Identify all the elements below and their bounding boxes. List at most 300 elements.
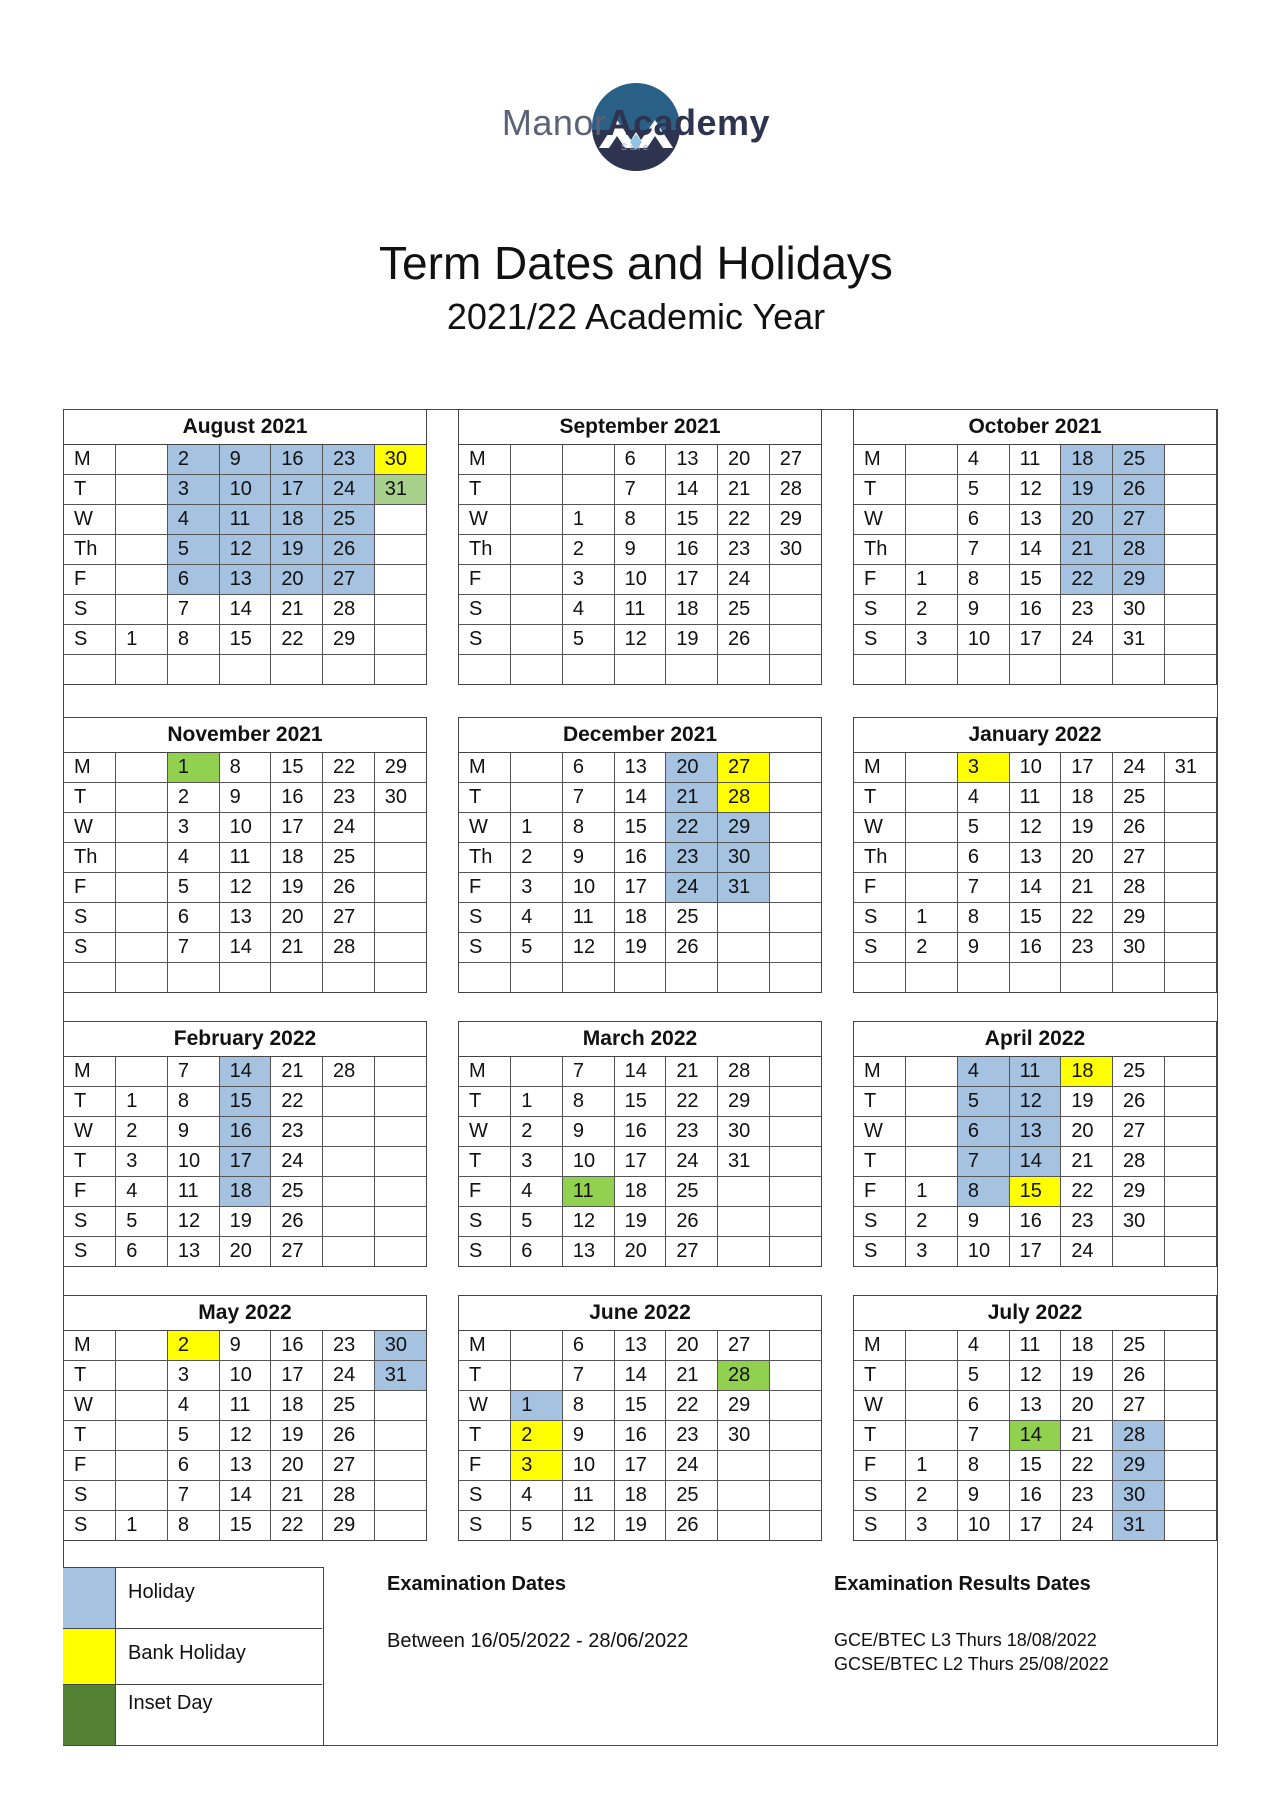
date-cell: 12 (167, 1207, 219, 1237)
date-cell: 23 (323, 1331, 375, 1361)
date-cell: 30 (374, 783, 426, 813)
date-cell: 18 (614, 1481, 666, 1511)
week-row (459, 783, 821, 813)
day-label: S (459, 595, 511, 625)
date-cell: 12 (1009, 475, 1061, 505)
date-cell: 3 (167, 813, 219, 843)
month-july-2022 (853, 1295, 1217, 1541)
day-label: M (854, 753, 906, 783)
date-cell (769, 1237, 821, 1267)
date-cell: 8 (167, 1087, 219, 1117)
day-label: W (854, 505, 906, 535)
date-cell: 7 (167, 933, 219, 963)
date-cell: 11 (1009, 445, 1061, 475)
date-cell: 15 (1009, 1451, 1061, 1481)
date-cell: 11 (614, 595, 666, 625)
logo-subtext: Sale (620, 142, 651, 152)
date-cell: 31 (1113, 1511, 1165, 1541)
date-cell (1164, 963, 1216, 992)
date-cell: 27 (718, 1331, 770, 1361)
date-cell: 3 (906, 625, 958, 655)
date-cell: 30 (718, 843, 770, 873)
date-cell: 11 (1009, 783, 1061, 813)
date-cell: 30 (718, 1421, 770, 1451)
day-label (854, 655, 906, 684)
week-row (459, 535, 821, 565)
date-cell: 23 (271, 1117, 323, 1147)
week-row (64, 1421, 426, 1451)
day-label: F (459, 1451, 511, 1481)
week-row (459, 1391, 821, 1421)
date-cell: 29 (769, 505, 821, 535)
date-cell: 19 (1061, 475, 1113, 505)
date-cell (1164, 1237, 1216, 1267)
date-cell: 7 (957, 873, 1009, 903)
date-cell: 25 (271, 1177, 323, 1207)
date-cell: 15 (1009, 903, 1061, 933)
date-cell (1164, 1087, 1216, 1117)
date-cell (374, 535, 426, 565)
date-cell: 2 (511, 1117, 563, 1147)
date-cell: 17 (614, 1451, 666, 1481)
date-cell (718, 903, 770, 933)
month-august-2021 (63, 409, 427, 685)
date-cell: 22 (271, 1087, 323, 1117)
day-label: M (64, 1331, 116, 1361)
date-cell: 10 (562, 1147, 614, 1177)
date-cell (323, 1147, 375, 1177)
date-cell: 15 (219, 1087, 271, 1117)
month-table (459, 1331, 821, 1540)
week-row (64, 1177, 426, 1207)
date-cell: 4 (511, 903, 563, 933)
date-cell (374, 873, 426, 903)
date-cell: 13 (1009, 843, 1061, 873)
day-label: T (854, 1421, 906, 1451)
day-label: M (459, 753, 511, 783)
date-cell: 28 (718, 783, 770, 813)
week-row (64, 1237, 426, 1267)
week-row (64, 1117, 426, 1147)
day-label: F (64, 873, 116, 903)
date-cell: 25 (666, 1481, 718, 1511)
date-cell: 11 (219, 843, 271, 873)
date-cell: 25 (323, 843, 375, 873)
date-cell: 31 (374, 1361, 426, 1391)
date-cell: 21 (271, 1057, 323, 1087)
results-line-l3: GCE/BTEC L3 Thurs 18/08/2022 (834, 1630, 1097, 1650)
week-row (459, 565, 821, 595)
day-label: S (459, 903, 511, 933)
date-cell (666, 963, 718, 992)
date-cell: 10 (219, 1361, 271, 1391)
date-cell: 27 (666, 1237, 718, 1267)
date-cell: 30 (374, 1331, 426, 1361)
date-cell (906, 1391, 958, 1421)
date-cell (1061, 963, 1113, 992)
date-cell (718, 963, 770, 992)
date-cell: 6 (957, 1391, 1009, 1421)
week-row (64, 783, 426, 813)
date-cell: 2 (906, 595, 958, 625)
date-cell (562, 655, 614, 684)
week-row (64, 445, 426, 475)
day-label: S (459, 1237, 511, 1267)
day-label: S (64, 1481, 116, 1511)
date-cell (906, 445, 958, 475)
day-label: M (459, 1331, 511, 1361)
date-cell: 16 (1009, 595, 1061, 625)
day-label: T (854, 783, 906, 813)
date-cell (374, 1177, 426, 1207)
day-label: W (459, 505, 511, 535)
date-cell: 2 (167, 1331, 219, 1361)
date-cell: 9 (957, 1481, 1009, 1511)
date-cell (374, 565, 426, 595)
date-cell (374, 655, 426, 684)
date-cell: 26 (1113, 1087, 1165, 1117)
date-cell: 15 (1009, 1177, 1061, 1207)
date-cell: 3 (511, 1451, 563, 1481)
date-cell: 7 (167, 1481, 219, 1511)
date-cell (906, 813, 958, 843)
week-row (459, 475, 821, 505)
date-cell (116, 843, 168, 873)
date-cell (116, 475, 168, 505)
date-cell: 4 (957, 445, 1009, 475)
date-cell (1164, 1421, 1216, 1451)
date-cell: 20 (718, 445, 770, 475)
day-label: Th (459, 535, 511, 565)
day-label: Th (854, 843, 906, 873)
date-cell: 19 (614, 1511, 666, 1541)
date-cell (116, 535, 168, 565)
week-row (64, 1147, 426, 1177)
month-title: November 2021 (64, 718, 426, 753)
date-cell: 30 (374, 445, 426, 475)
week-row (64, 1481, 426, 1511)
week-row (64, 1391, 426, 1421)
date-cell: 24 (271, 1147, 323, 1177)
week-row (854, 1361, 1216, 1391)
week-row (854, 1481, 1216, 1511)
week-row (64, 963, 426, 992)
date-cell: 3 (116, 1147, 168, 1177)
month-june-2022 (458, 1295, 822, 1541)
day-label: Th (64, 535, 116, 565)
date-cell: 4 (511, 1481, 563, 1511)
date-cell (906, 655, 958, 684)
date-cell: 6 (511, 1237, 563, 1267)
date-cell: 24 (718, 565, 770, 595)
date-cell: 9 (219, 445, 271, 475)
day-label: M (64, 445, 116, 475)
month-title: August 2021 (64, 410, 426, 445)
week-row (854, 783, 1216, 813)
date-cell: 10 (219, 475, 271, 505)
date-cell (1164, 903, 1216, 933)
day-label (64, 963, 116, 992)
date-cell: 9 (219, 783, 271, 813)
day-label: T (459, 1147, 511, 1177)
date-cell: 1 (906, 1451, 958, 1481)
date-cell: 8 (957, 903, 1009, 933)
date-cell: 18 (1061, 1057, 1113, 1087)
date-cell: 4 (957, 1057, 1009, 1087)
date-cell: 8 (562, 813, 614, 843)
date-cell: 13 (1009, 505, 1061, 535)
date-cell (116, 903, 168, 933)
month-title: May 2022 (64, 1296, 426, 1331)
date-cell (906, 1057, 958, 1087)
date-cell: 5 (957, 475, 1009, 505)
day-label: S (64, 1511, 116, 1541)
date-cell: 5 (562, 625, 614, 655)
day-label: S (64, 625, 116, 655)
day-label: Th (64, 843, 116, 873)
date-cell: 8 (562, 1391, 614, 1421)
date-cell: 17 (1061, 753, 1113, 783)
date-cell: 13 (1009, 1391, 1061, 1421)
date-cell (167, 655, 219, 684)
day-label: M (854, 1057, 906, 1087)
month-title: March 2022 (459, 1022, 821, 1057)
day-label: S (459, 625, 511, 655)
date-cell: 9 (219, 1331, 271, 1361)
week-row (64, 625, 426, 655)
date-cell (1009, 655, 1061, 684)
week-row (854, 1147, 1216, 1177)
date-cell (374, 1511, 426, 1541)
month-april-2022 (853, 1021, 1217, 1267)
date-cell (1113, 1237, 1165, 1267)
month-title: February 2022 (64, 1022, 426, 1057)
date-cell: 22 (1061, 1177, 1113, 1207)
legend-label-inset-day: Inset Day (115, 1685, 322, 1745)
date-cell (769, 753, 821, 783)
day-label: T (64, 1421, 116, 1451)
date-cell: 4 (167, 1391, 219, 1421)
date-cell: 25 (1113, 783, 1165, 813)
date-cell (116, 873, 168, 903)
date-cell (374, 843, 426, 873)
day-label: F (854, 1177, 906, 1207)
date-cell: 7 (614, 475, 666, 505)
date-cell: 27 (323, 1451, 375, 1481)
date-cell (374, 903, 426, 933)
date-cell: 17 (271, 1361, 323, 1391)
date-cell: 5 (511, 933, 563, 963)
date-cell (116, 1331, 168, 1361)
date-cell: 28 (718, 1057, 770, 1087)
date-cell: 28 (323, 595, 375, 625)
date-cell: 20 (614, 1237, 666, 1267)
date-cell: 14 (1009, 1147, 1061, 1177)
date-cell: 22 (1061, 565, 1113, 595)
week-row (64, 655, 426, 684)
date-cell (374, 1481, 426, 1511)
week-row (854, 1207, 1216, 1237)
day-label: S (854, 595, 906, 625)
date-cell: 19 (666, 625, 718, 655)
date-cell (323, 1117, 375, 1147)
date-cell: 30 (769, 535, 821, 565)
date-cell (511, 1057, 563, 1087)
date-cell: 8 (957, 565, 1009, 595)
exam-dates-range: Between 16/05/2022 - 28/06/2022 (387, 1630, 689, 1652)
week-row (854, 1451, 1216, 1481)
week-row (459, 1057, 821, 1087)
legend-label-holiday: Holiday (115, 1568, 322, 1628)
week-row (459, 1361, 821, 1391)
date-cell (1164, 1207, 1216, 1237)
week-row (64, 1087, 426, 1117)
date-cell (769, 1481, 821, 1511)
week-row (64, 1331, 426, 1361)
date-cell (957, 655, 1009, 684)
date-cell: 20 (271, 1451, 323, 1481)
day-label: Th (459, 843, 511, 873)
date-cell (1164, 1331, 1216, 1361)
date-cell (1164, 1177, 1216, 1207)
date-cell: 8 (614, 505, 666, 535)
date-cell: 9 (957, 933, 1009, 963)
date-cell: 27 (769, 445, 821, 475)
page-subtitle: 2021/22 Academic Year (446, 296, 826, 337)
date-cell: 24 (1061, 1237, 1113, 1267)
date-cell: 1 (116, 625, 168, 655)
date-cell: 22 (666, 1087, 718, 1117)
day-label: F (459, 1177, 511, 1207)
day-label: T (854, 475, 906, 505)
date-cell: 4 (957, 783, 1009, 813)
date-cell: 12 (562, 933, 614, 963)
date-cell: 20 (271, 903, 323, 933)
date-cell (769, 1331, 821, 1361)
date-cell (374, 1391, 426, 1421)
week-row (854, 535, 1216, 565)
day-label: S (854, 1237, 906, 1267)
logo-wordmark (0, 102, 1272, 144)
date-cell: 2 (167, 445, 219, 475)
date-cell: 29 (1113, 1177, 1165, 1207)
exam-dates-title: Examination Dates (387, 1573, 566, 1595)
date-cell (718, 1481, 770, 1511)
date-cell: 27 (1113, 505, 1165, 535)
date-cell: 2 (511, 843, 563, 873)
date-cell: 30 (1113, 1207, 1165, 1237)
week-row (854, 505, 1216, 535)
date-cell: 16 (271, 1331, 323, 1361)
date-cell: 10 (614, 565, 666, 595)
day-label: S (854, 1511, 906, 1541)
date-cell (769, 595, 821, 625)
date-cell: 1 (116, 1087, 168, 1117)
week-row (854, 1391, 1216, 1421)
date-cell: 28 (1113, 1421, 1165, 1451)
date-cell (374, 625, 426, 655)
date-cell: 18 (1061, 1331, 1113, 1361)
date-cell (769, 813, 821, 843)
date-cell: 26 (271, 1207, 323, 1237)
day-label: T (64, 1087, 116, 1117)
date-cell: 13 (1009, 1117, 1061, 1147)
date-cell (511, 753, 563, 783)
date-cell (374, 1421, 426, 1451)
week-row (854, 933, 1216, 963)
date-cell (374, 1451, 426, 1481)
date-cell (769, 1207, 821, 1237)
date-cell: 27 (1113, 1117, 1165, 1147)
week-row (854, 565, 1216, 595)
date-cell: 5 (167, 535, 219, 565)
date-cell (769, 1147, 821, 1177)
date-cell: 2 (562, 535, 614, 565)
date-cell: 10 (562, 873, 614, 903)
day-label: T (854, 1087, 906, 1117)
date-cell: 6 (167, 1451, 219, 1481)
date-cell: 6 (957, 1117, 1009, 1147)
week-row (459, 1331, 821, 1361)
date-cell: 22 (1061, 903, 1113, 933)
date-cell: 19 (271, 873, 323, 903)
date-cell: 11 (219, 1391, 271, 1421)
date-cell: 26 (666, 1511, 718, 1541)
week-row (64, 1361, 426, 1391)
week-row (459, 1207, 821, 1237)
date-cell: 28 (1113, 1147, 1165, 1177)
date-cell (1164, 1147, 1216, 1177)
date-cell: 7 (957, 535, 1009, 565)
date-cell (271, 655, 323, 684)
date-cell: 15 (219, 625, 271, 655)
date-cell (116, 1361, 168, 1391)
week-row (64, 1511, 426, 1541)
date-cell (511, 445, 563, 475)
date-cell: 12 (614, 625, 666, 655)
day-label: T (64, 1147, 116, 1177)
day-label: W (459, 1391, 511, 1421)
date-cell: 3 (906, 1511, 958, 1541)
date-cell (769, 1511, 821, 1541)
date-cell: 16 (666, 535, 718, 565)
week-row (459, 625, 821, 655)
date-cell (718, 933, 770, 963)
date-cell (1164, 475, 1216, 505)
date-cell (116, 963, 168, 992)
day-label: S (854, 1481, 906, 1511)
date-cell: 29 (323, 625, 375, 655)
month-table (64, 445, 426, 684)
date-cell: 28 (1113, 535, 1165, 565)
date-cell: 18 (271, 843, 323, 873)
legend-row-holiday (63, 1568, 322, 1629)
date-cell: 21 (718, 475, 770, 505)
date-cell (718, 1451, 770, 1481)
date-cell: 29 (718, 813, 770, 843)
date-cell: 27 (1113, 1391, 1165, 1421)
date-cell (562, 475, 614, 505)
date-cell: 1 (511, 813, 563, 843)
day-label: S (459, 1207, 511, 1237)
date-cell: 23 (1061, 933, 1113, 963)
date-cell (1164, 1451, 1216, 1481)
day-label: S (854, 1207, 906, 1237)
date-cell: 29 (1113, 565, 1165, 595)
date-cell (769, 1177, 821, 1207)
date-cell: 17 (614, 1147, 666, 1177)
date-cell (511, 565, 563, 595)
